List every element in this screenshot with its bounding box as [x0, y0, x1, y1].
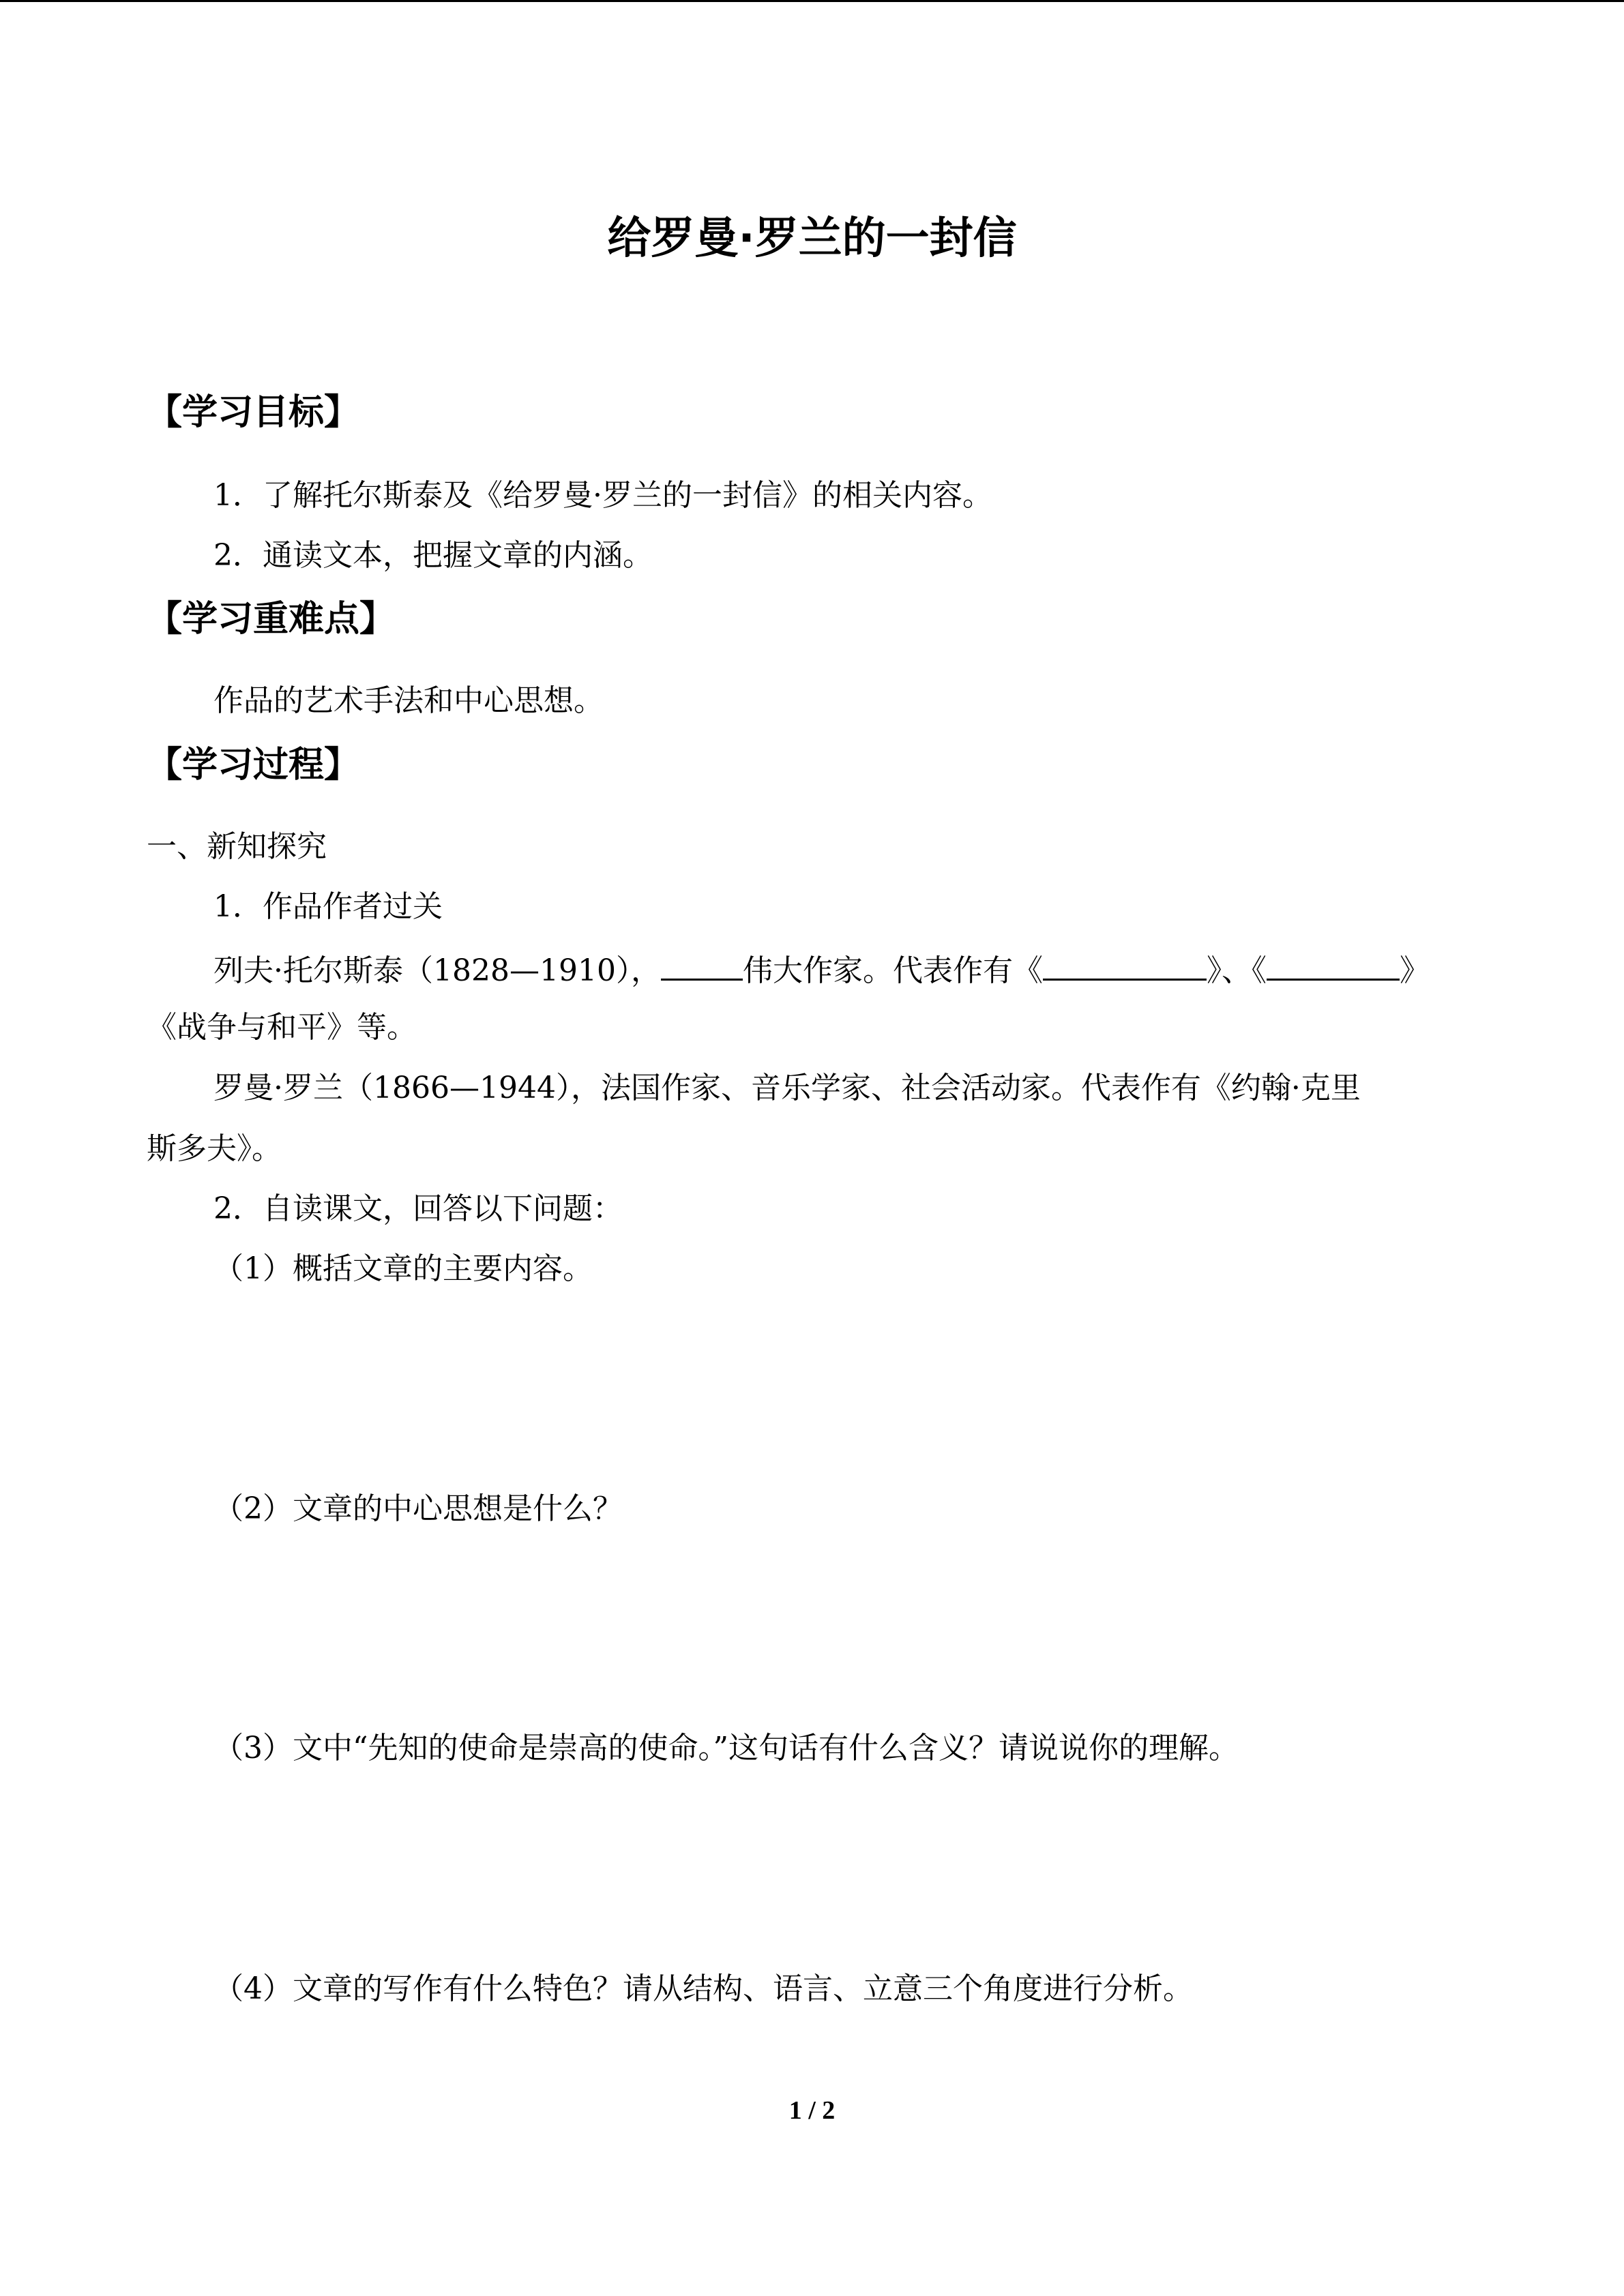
tolstoy-text-a: 列夫·托尔斯泰（1828—1910），	[213, 953, 661, 988]
page-title: 给罗曼·罗兰的一封信	[607, 213, 1017, 264]
item2-title: 2．自读课文，回答以下问题：	[213, 1191, 623, 1226]
part1-title: 一、新知探究	[147, 829, 327, 864]
tolstoy-text-c: 》、《	[1206, 953, 1267, 988]
tolstoy-text-d: 》	[1399, 953, 1430, 988]
rolland-intro-line: 罗曼·罗兰（1866—1944），法国作家、音乐学家、社会活动家。代表作有《约翰·克里	[213, 1071, 1361, 1105]
fill-blank-work-1[interactable]	[1043, 947, 1207, 981]
key-points-text: 作品的艺术手法和中心思想。	[213, 683, 604, 718]
fill-blank-work-2[interactable]	[1267, 947, 1400, 981]
fill-blank-nationality[interactable]	[661, 947, 743, 981]
question-4: （4）文章的写作有什么特色？请从结构、语言、立意三个角度进行分析。	[213, 1971, 1193, 2006]
page-number: 1 / 2	[788, 2096, 836, 2125]
tolstoy-works-line: 《战争与和平》等。	[147, 1010, 417, 1045]
heading-learning-process: 【学习过程】	[147, 745, 360, 786]
item1-title: 1．作品作者过关	[213, 889, 443, 924]
question-1: （1）概括文章的主要内容。	[213, 1251, 593, 1286]
heading-key-points: 【学习重难点】	[147, 599, 396, 640]
goal-item-1: 1．了解托尔斯泰及《给罗曼·罗兰的一封信》的相关内容。	[213, 478, 992, 513]
rolland-intro-cont: 斯多夫》。	[147, 1131, 282, 1166]
heading-learning-goals: 【学习目标】	[147, 392, 360, 433]
tolstoy-intro-line	[213, 947, 1430, 992]
goal-item-2: 2．通读文本，把握文章的内涵。	[213, 538, 653, 573]
question-2: （2）文章的中心思想是什么？	[213, 1491, 623, 1526]
tolstoy-text-b: 伟大作家。代表作有《	[742, 953, 1043, 988]
question-3: （3）文中“先知的使命是崇高的使命。”这句话有什么含义？请说说你的理解。	[213, 1731, 1239, 1765]
